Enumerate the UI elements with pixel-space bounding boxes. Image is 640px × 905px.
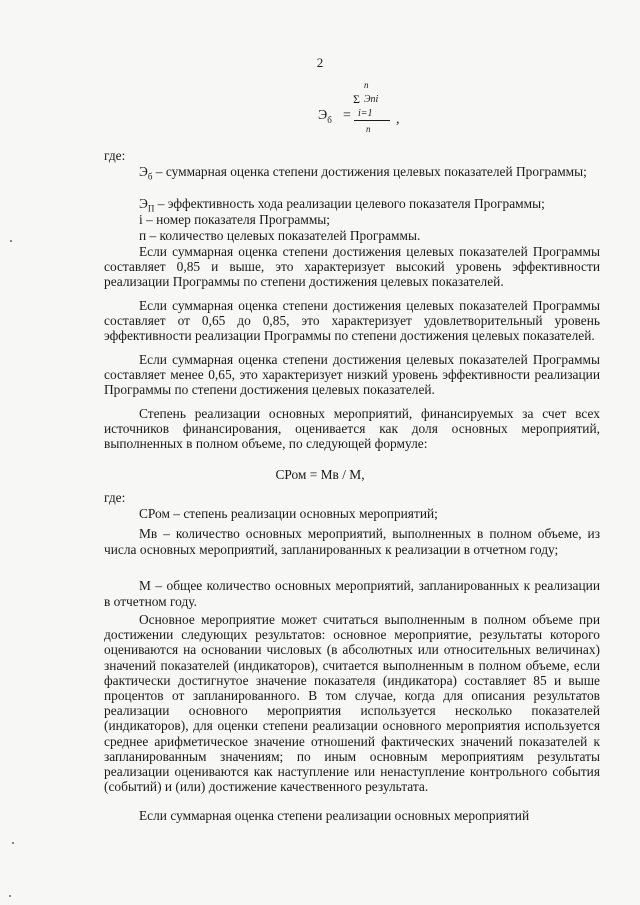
efficiency-formula: [318, 80, 438, 140]
page-number: 2: [316, 55, 324, 70]
scan-speck: [9, 895, 11, 897]
formula-sum-lower-limit: i=1: [358, 108, 373, 119]
degree-formula: СРом = Мв / М,: [275, 467, 365, 482]
paragraph-low-level: Если суммарная оценка степени достижения целевых показателей Программы составляет менее 0,65, это характеризует низкий уровень эффективности реализации Программы по степени достижения целевых показателей.: [104, 352, 600, 398]
definition-i: i – номер показателя Программы;: [139, 212, 331, 227]
definition-e-b: $Э_б$ – суммарная оценка степени достижения целевых показателей Программы;: [139, 164, 587, 182]
definition-srom: СРом – степень реализации основных мероприятий;: [139, 506, 438, 521]
paragraph-degree-intro: Степень реализации основных мероприятий, финансируемых за счет всех источников финансирования, оценивается как доля основных мероприятий, выполненных в полном объеме, по следующей формуле:: [104, 406, 600, 452]
formula-term: Эпi: [364, 94, 379, 105]
paragraph-high-level: Если суммарная оценка степени достижения целевых показателей Программы составляет 0,85 и выше, это характеризует высокий уровень эффективности реализации Программы по степени достижения целевых показателей.: [104, 244, 600, 290]
where-label-1: где:: [104, 148, 126, 163]
paragraph-main-activity: Основное мероприятие может считаться выполненным в полном объеме при достижении следующих результатов: основное мероприятие, результаты которого оцениваются на основании числовых (в абсолютных или относительных величинах) значений показателей (индикаторов), считается выполненным в полном объеме, если фактически достигнутое значение показателя (индикатора) составляет 85 и выше процентов от запланированного. В том случае, когда для описания результатов реализации основного мероприятия используется несколько показателей (индикаторов), для оценки степени реализации основного мероприятия используется среднее арифметическое значение отношений фактических значений показателей к запланированным значениям; по иным основным мероприятиям результаты реализации оцениваются как наступление или ненаступление контрольного события (событий) и (или) достижение качественного результата.: [104, 612, 600, 795]
definition-e-p: $Э_П$ – эффективность хода реализации целевого показателя Программы;: [139, 196, 545, 214]
formula-lhs: $Э_б$: [318, 108, 332, 125]
where-label-2: где:: [104, 490, 126, 505]
formula-sum-sign: Σ: [353, 92, 360, 106]
scan-speck: [10, 240, 12, 242]
scan-speck: [12, 842, 14, 844]
definition-m: М – общее количество основных мероприятий, запланированных к реализации в отчетном году.: [104, 578, 600, 609]
formula-comma: ,: [396, 112, 400, 127]
formula-equals: =: [343, 108, 351, 123]
paragraph-last: Если суммарная оценка степени реализации основных мероприятий: [139, 808, 530, 823]
definition-n: п – количество целевых показателей Программы.: [139, 228, 421, 243]
paragraph-satisfactory-level: Если суммарная оценка степени достижения целевых показателей Программы составляет от 0,65 до 0,85, это характеризует удовлетворительный уровень эффективности реализации Программы по степени достижения целевых показателей.: [104, 298, 600, 344]
definition-mv: Мв – количество основных мероприятий, выполненных в полном объеме, из числа основных мероприятий, запланированных к реализации в отчетном году;: [104, 526, 600, 557]
formula-sum-upper-limit: n: [364, 80, 369, 90]
formula-denominator: n: [366, 124, 371, 134]
formula-fraction-bar: [354, 120, 390, 121]
